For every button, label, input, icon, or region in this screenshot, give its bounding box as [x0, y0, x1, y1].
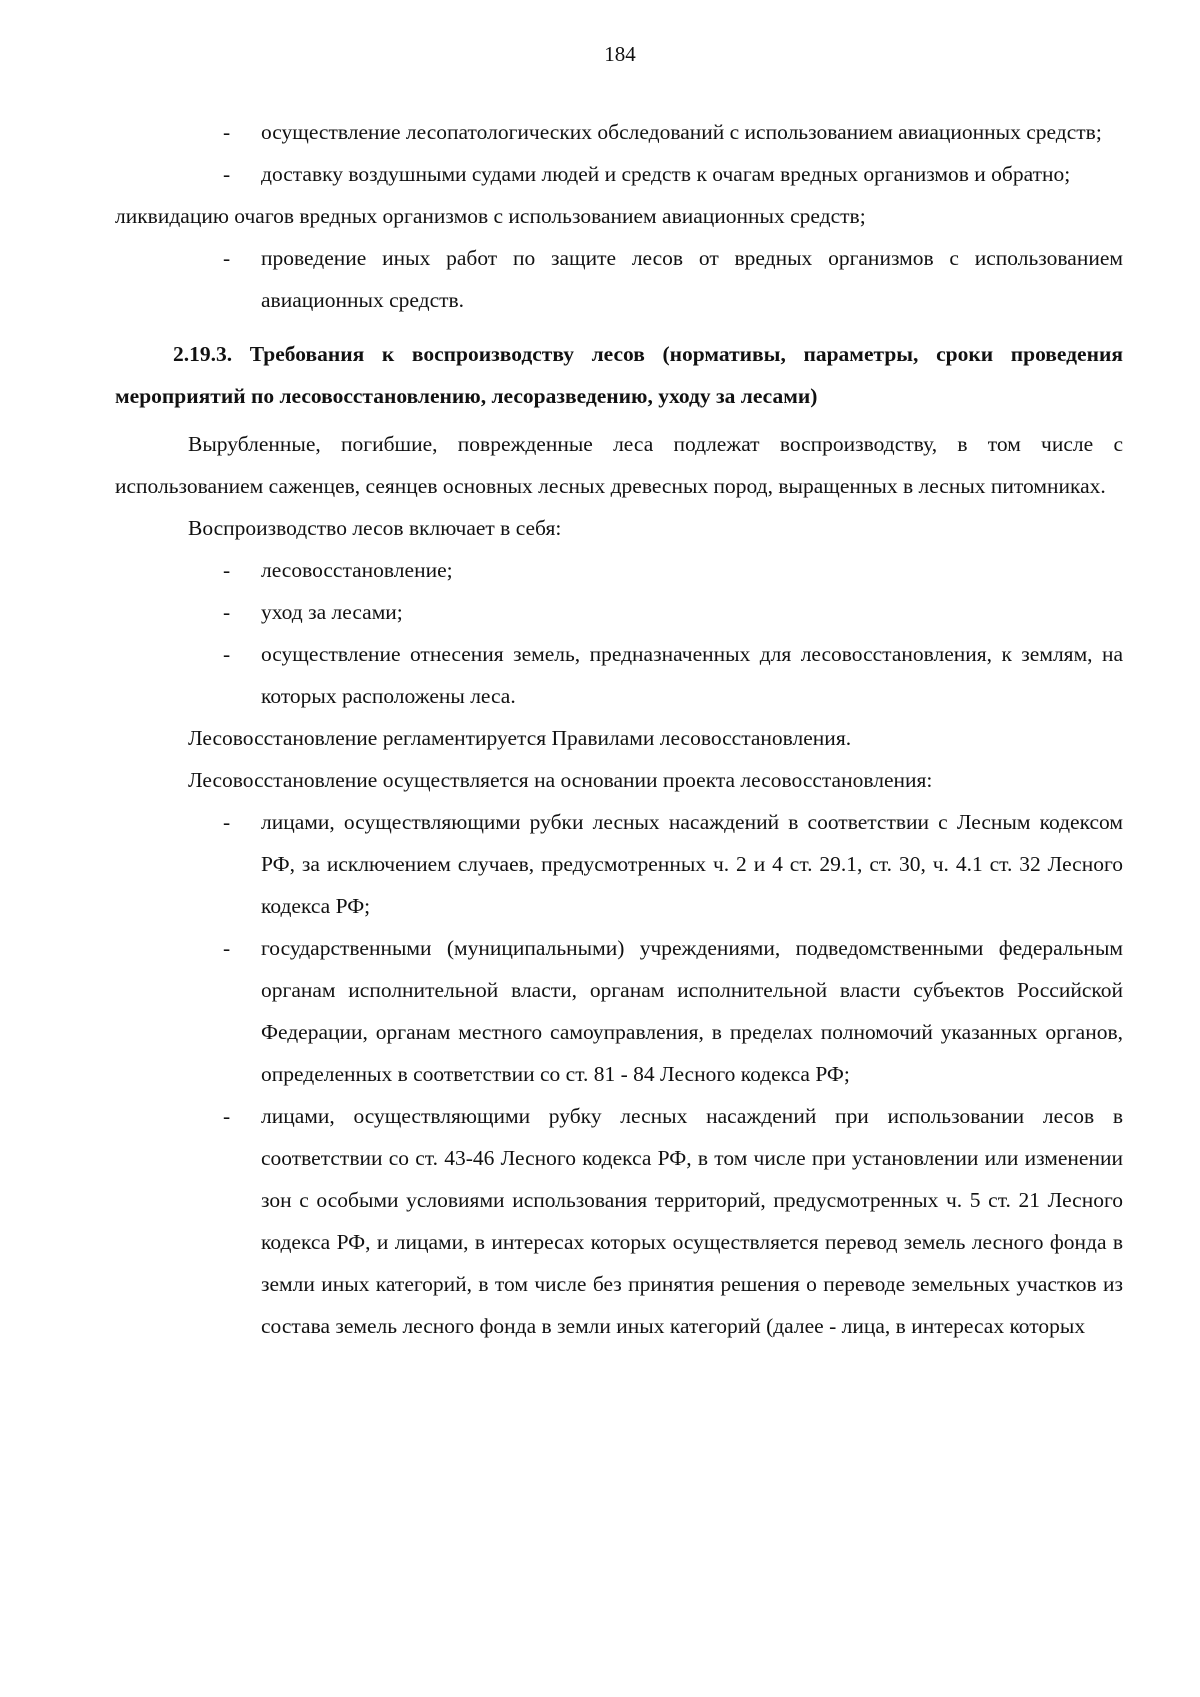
list-dash: - [223, 936, 231, 960]
document-body [115, 111, 1123, 1347]
list-item-text: осуществление отнесения земель, предназначенных для лесовосстановления, к землям, на которых расположены леса. [261, 642, 1123, 708]
list-item [115, 153, 1123, 195]
list-item-text: доставку воздушными судами людей и средств к очагам вредных организмов и обратно; [261, 162, 1071, 186]
list-item [115, 549, 1123, 591]
list-dash: - [223, 246, 231, 270]
paragraph: Лесовосстановление осуществляется на основании проекта лесовосстановления: [188, 768, 933, 792]
paragraph: Лесовосстановление регламентируется Правилами лесовосстановления. [188, 726, 852, 750]
paragraph-flush: ликвидацию очагов вредных организмов с использованием авиационных средств; [115, 204, 866, 228]
list-item-text: проведение иных работ по защите лесов от вредных организмов с использованием авиационных средств. [261, 246, 1123, 312]
list-item-text: лицами, осуществляющими рубки лесных насаждений в соответствии с Лесным кодексом РФ, за исключением случаев, предусмотренных ч. 2 и 4 ст. 29.1, ст. 30, ч. 4.1 ст. 32 Лесного кодекса РФ; [261, 810, 1123, 918]
section-heading: 2.19.3. Требования к воспроизводству лесов (нормативы, параметры, сроки проведения мероприятий по лесовосстановлению, лесоразведению, уходу за лесами) [115, 342, 1123, 408]
page-number: 184 [604, 42, 636, 66]
list-dash: - [223, 642, 231, 666]
list-dash: - [223, 162, 231, 186]
list-item [115, 591, 1123, 633]
list-dash: - [223, 600, 231, 624]
list-dash: - [223, 810, 231, 834]
list-item-text: государственными (муниципальными) учреждениями, подведомственными федеральным органам исполнительной власти, органам исполнительной власти субъектов Российской Федерации, органам местного самоуправления, в пределах полномочий указанных органов, определенных в соответствии со ст. 81 - 84 Лесного кодекса РФ; [261, 936, 1123, 1086]
list-item-text: уход за лесами; [261, 600, 403, 624]
list-item [115, 111, 1123, 153]
list-item [115, 633, 1123, 717]
list-item-text: лесовосстановление; [261, 558, 453, 582]
list-item [115, 1095, 1123, 1347]
list-item [115, 237, 1123, 321]
list-item-text: лицами, осуществляющими рубку лесных насаждений при использовании лесов в соответствии со ст. 43-46 Лесного кодекса РФ, в том числе при установлении или изменении зон с особыми условиями использования территорий, предусмотренных ч. 5 ст. 21 Лесного кодекса РФ, и лицами, в интересах которых осуществляется перевод земель лесного фонда в земли иных категорий, в том числе без принятия решения о переводе земельных участков из состава земель лесного фонда в земли иных категорий (далее - лица, в интересах которых [261, 1104, 1123, 1338]
paragraph: Вырубленные, погибшие, поврежденные леса подлежат воспроизводству, в том числе с использованием саженцев, сеянцев основных лесных древесных пород, выращенных в лесных питомниках. [115, 432, 1123, 498]
list-item [115, 927, 1123, 1095]
list-dash: - [223, 120, 231, 144]
list-item-text: осуществление лесопатологических обследований с использованием авиационных средств; [261, 120, 1102, 144]
list-item [115, 801, 1123, 927]
list-dash: - [223, 558, 231, 582]
list-dash: - [223, 1104, 231, 1128]
paragraph: Воспроизводство лесов включает в себя: [188, 516, 562, 540]
